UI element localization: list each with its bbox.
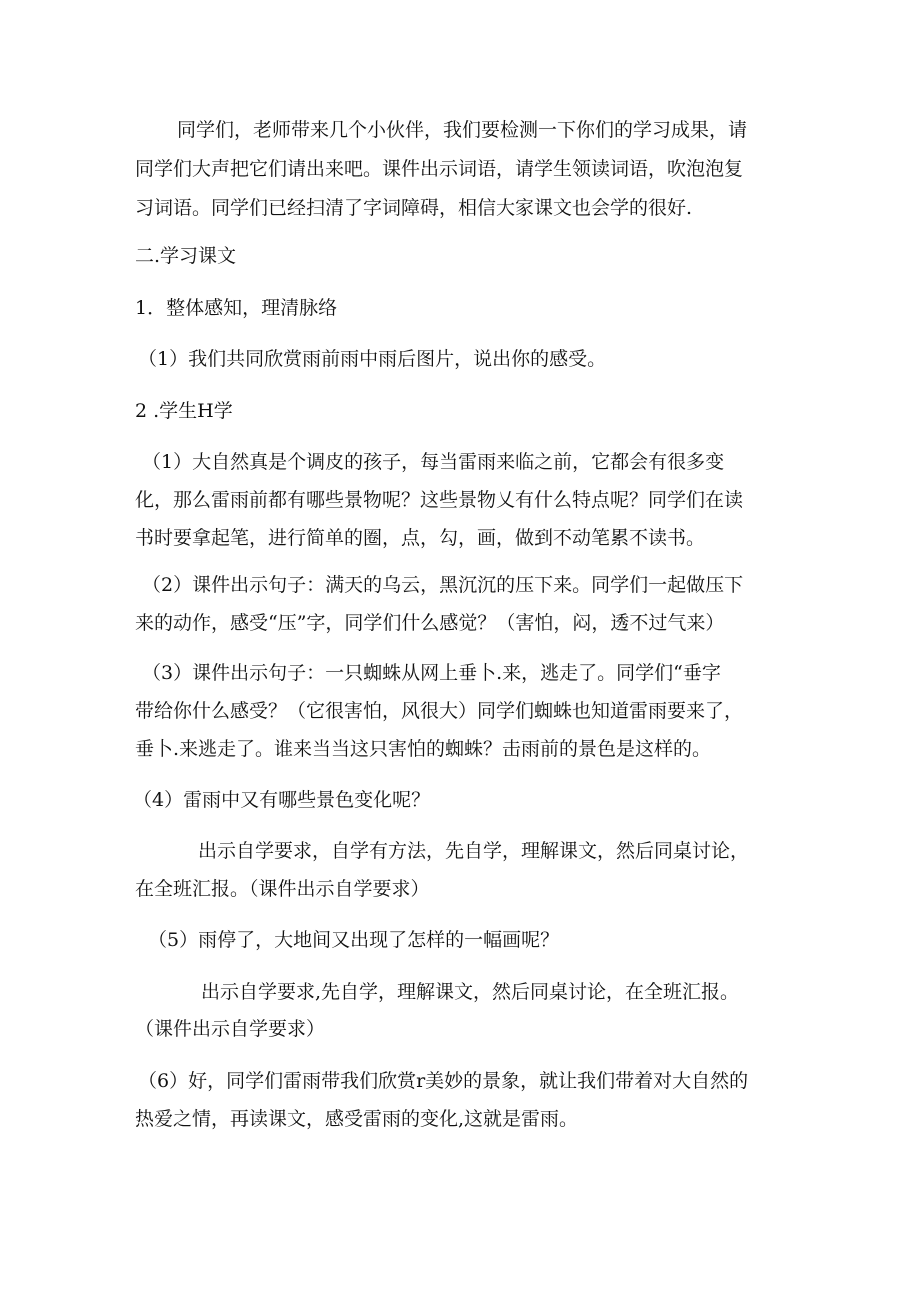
- item-2-2-line-2: 来的动作，感受“压”字，同学们什么感觉？（害怕，闷，透不过气来）: [135, 612, 725, 634]
- intro-line-1: 同学们，老师带来几个小伙伴，我们要检测一下你们的学习成果，请: [177, 119, 748, 141]
- intro-line-2: 同学们大声把它们请出来吧。课件出示词语，请学生领读词语，吹泡泡复: [135, 158, 744, 180]
- item-2-3-line-3: 垂卜.来逃走了。谁来当当这只害怕的蜘蛛？击雨前的景色是这样的。: [135, 738, 712, 760]
- section-heading: 二.学习课文: [135, 245, 237, 267]
- item-2-3-line-1: （3）课件出示句子：一只蜘蛛从网上垂卜.来，逃走了。同学们“垂字: [142, 662, 721, 684]
- item-2-6-line-1: （6）好，同学们雷雨带我们欣赏r美妙的景象，就让我们带着对大自然的: [138, 1070, 749, 1092]
- item-2-2-line-1: （2）课件出示句子：满天的乌云，黑沉沉的压下来。同学们一起做压下: [142, 574, 744, 596]
- item-2-4: （4）雷雨中又有哪些景色变化呢？: [133, 789, 431, 811]
- step-2-heading: 2 .学生H学: [135, 400, 233, 422]
- item-2-5: （5）雨停了，大地间又出现了怎样的一幅画呢？: [148, 929, 560, 951]
- item-2-3-line-2: 带给你什么感受？（它很害怕，风很大）同学们蜘蛛也知道雷雨要来了，: [135, 700, 744, 722]
- item-2-4-detail-line-2: 在全班汇报。（课件出示自学要求）: [135, 878, 430, 900]
- item-2-1-line-3: 书时要拿起笔，进行简单的圈，点，勾，画，做到不动笔累不读书。: [135, 527, 706, 549]
- item-2-5-detail-line-1: 出示自学要求,先自学，理解课文，然后同桌讨论，在全班汇报。: [201, 981, 740, 1003]
- item-2-6-line-2: 热爱之情，再读课文，感受雷雨的变化,这就是雷雨。: [135, 1108, 579, 1130]
- item-2-1-line-2: 化，那么雷雨前都有哪些景物呢？这些景物乂有什么特点呢？同学们在读: [135, 489, 744, 511]
- item-1-1: （1）我们共同欣赏雨前雨中雨后图片，说出你的感受。: [138, 348, 607, 370]
- intro-line-3: 习词语。同学们已经扫清了字词障碍，相信大家课文也会学的很好.: [135, 197, 693, 219]
- step-1-heading: 1．整体感知，理清脉络: [135, 297, 338, 319]
- item-2-1-line-1: （1）大自然真是个调皮的孩子，每当雷雨来临之前，它都会有很多变: [142, 451, 725, 473]
- item-2-4-detail-line-1: 出示自学要求，自学有方法，先自学，理解课文，然后同桌讨论，: [198, 840, 750, 862]
- item-2-5-detail-line-2: （课件出示自学要求）: [135, 1018, 326, 1040]
